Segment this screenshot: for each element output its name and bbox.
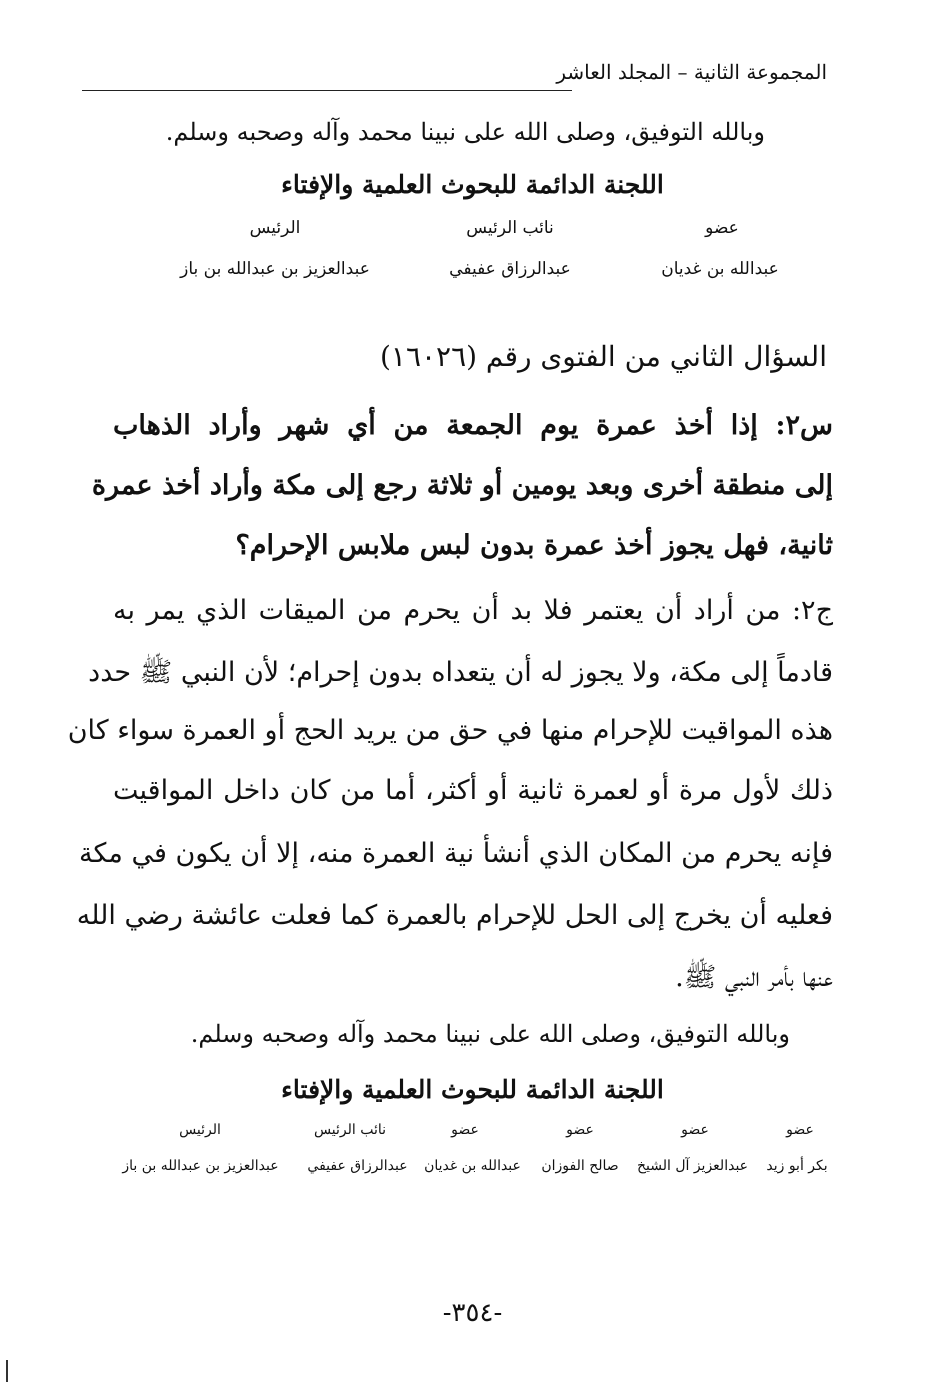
answer-line: عنها بأمر النبي ﷺ. [675,962,833,993]
signatory-name: عبدالله بن غديان [661,259,779,279]
page-number: -٣٥٤- [442,1298,503,1328]
answer-line: ذلك لأول مرة أو لعمرة ثانية أو أكثر، أما من كان داخل المواقيت [113,775,833,806]
signatory-name: عبدالعزيز بن عبدالله بن باز [180,259,370,279]
signatory-role: الرئيس [179,1122,221,1138]
running-header [82,60,827,100]
closing-line-1: وبالله التوفيق، وصلى الله على نبينا محمد وآله وصحبه وسلم. [165,118,765,146]
answer-line: ج٢: من أراد أن يعتمر فلا بد أن يحرم من الميقات الذي يمر به [113,595,833,626]
answer-line: هذه المواقيت للإحرام منها في حق من يريد الحج أو العمرة سواء كان [67,715,833,746]
question-line: ثانية، فهل يجوز أخذ عمرة بدون لبس ملابس الإحرام؟ [235,530,833,561]
signatory-name: صالح الفوزان [541,1158,619,1174]
signatory-name: عبدالعزيز بن عبدالله بن باز [122,1158,279,1174]
committee-name-2: اللجنة الدائمة للبحوث العلمية والإفتاء [281,1075,664,1104]
signatory-name: بكر أبو زيد [766,1158,828,1174]
signatory-role: عضو [451,1122,479,1138]
signatory-role: نائب الرئيس [313,1122,387,1138]
fatwa-title: السؤال الثاني من الفتوى رقم (١٦٠٢٦) [379,340,827,373]
scan-edge-mark [6,1360,8,1382]
committee-name-1: اللجنة الدائمة للبحوث العلمية والإفتاء [281,170,664,199]
signatory-name: عبدالعزيز آل الشيخ [636,1158,749,1174]
question-line: س٢: إذا أخذ عمرة يوم الجمعة من أي شهر وأراد الذهاب [113,410,833,441]
signatory-role: عضو [786,1122,814,1138]
running-title: المجموعة الثانية – المجلد العاشر [556,60,827,84]
header-rule [82,90,572,91]
signatory-name: عبدالرزاق عفيفي [307,1158,408,1174]
signatory-role: عضو [705,218,739,238]
signatory-name: عبدالرزاق عفيفي [449,259,571,279]
question-line: إلى منطقة أخرى وبعد يومين أو ثلاثة رجع إلى مكة وأراد أخذ عمرة [91,470,833,501]
signatory-role: عضو [566,1122,594,1138]
closing-line-2: وبالله التوفيق، وصلى الله على نبينا محمد وآله وصحبه وسلم. [190,1020,790,1048]
signatory-role: نائب الرئيس [466,218,554,238]
answer-line: فعليه أن يخرج إلى الحل للإحرام بالعمرة كما فعلت عائشة رضي الله [76,900,833,931]
signatory-role: الرئيس [249,218,301,238]
answer-line: فإنه يحرم من المكان الذي أنشأ نية العمرة منه، إلا أن يكون في مكة [79,838,833,869]
signatory-name: عبدالله بن غديان [424,1158,521,1174]
answer-line: قادماً إلى مكة، ولا يجوز له أن يتعداه بدون إحرام؛ لأن النبي ﷺ حدد [88,657,833,688]
signatory-role: عضو [681,1122,709,1138]
